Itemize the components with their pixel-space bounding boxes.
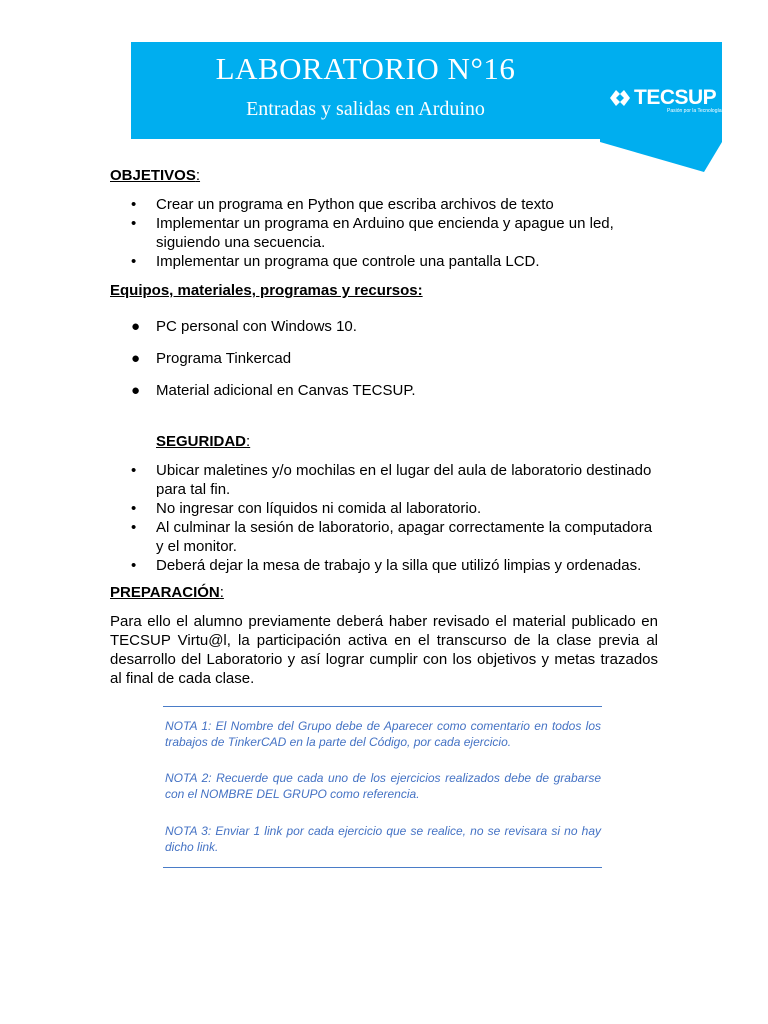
objetivos-list (110, 195, 658, 271)
list-item: ● PC personal con Windows 10. (131, 318, 357, 335)
list-item: • Al culminar la sesión de laboratorio, apagar correctamente la computadora y el monitor. (131, 519, 653, 555)
tecsup-logo (608, 87, 716, 109)
preparacion-heading: PREPARACIÓN: (110, 584, 224, 601)
equipos-list (110, 317, 658, 413)
bullet-icon: • (131, 253, 137, 270)
page-subtitle: Entradas y salidas en Arduino (246, 98, 485, 120)
bullet-icon: ● (131, 382, 141, 399)
page-title: LABORATORIO N°16 (215, 51, 516, 86)
seguridad-list (110, 461, 658, 575)
logo-text: TECSUP (634, 86, 717, 109)
note-3: NOTA 3: Enviar 1 link por cada ejercicio que se realice, no se revisara si no hay dicho link. (165, 824, 601, 854)
list-item: ● Material adicional en Canvas TECSUP. (131, 382, 416, 399)
logo-tagline: Pasión por la Tecnología (667, 108, 722, 114)
notes-box (163, 706, 602, 868)
list-item: • Ubicar maletines y/o mochilas en el lugar del aula de laboratorio destinado para tal fin. (131, 462, 652, 498)
tecsup-mark-icon (608, 87, 632, 109)
list-item: ● Programa Tinkercad (131, 350, 292, 367)
note-2: NOTA 2: Recuerde que cada uno de los ejercicios realizados debe de grabarse con el NOMBRE DEL GRUPO como referencia. (165, 771, 601, 801)
bullet-icon: • (131, 215, 137, 232)
note-1: NOTA 1: El Nombre del Grupo debe de Aparecer como comentario en todos los trabajos de TinkerCAD en la parte del Código, por cada ejercicio. (165, 719, 601, 749)
bullet-icon: • (131, 462, 137, 479)
bullet-icon: • (131, 557, 137, 574)
list-item: • Implementar un programa que controle una pantalla LCD. (131, 253, 540, 270)
list-item: • Implementar un programa en Arduino que encienda y apague un led, siguiendo una secuencia. (131, 215, 614, 251)
list-item: • Deberá dejar la mesa de trabajo y la silla que utilizó limpias y ordenadas. (131, 557, 642, 574)
equipos-heading: Equipos, materiales, programas y recursos: (110, 282, 423, 299)
bullet-icon: • (131, 500, 137, 517)
bullet-icon: • (131, 519, 137, 536)
bullet-icon: ● (131, 318, 141, 335)
seguridad-heading: SEGURIDAD: (156, 433, 251, 450)
header-banner (131, 42, 600, 139)
bullet-icon: ● (131, 350, 141, 367)
list-item: • No ingresar con líquidos ni comida al laboratorio. (131, 500, 482, 517)
list-item: • Crear un programa en Python que escriba archivos de texto (131, 196, 554, 213)
preparacion-paragraph: Para ello el alumno previamente deberá haber revisado el material publicado en TECSUP Virtu@l, la participación activa en el transcurso de la clase previa al desarrollo del Laboratorio y así lograr cumplir con los objetivos y metas trazados al final de cada clase. (110, 613, 658, 687)
bullet-icon: • (131, 196, 137, 213)
objetivos-heading: OBJETIVOS: (110, 167, 201, 184)
